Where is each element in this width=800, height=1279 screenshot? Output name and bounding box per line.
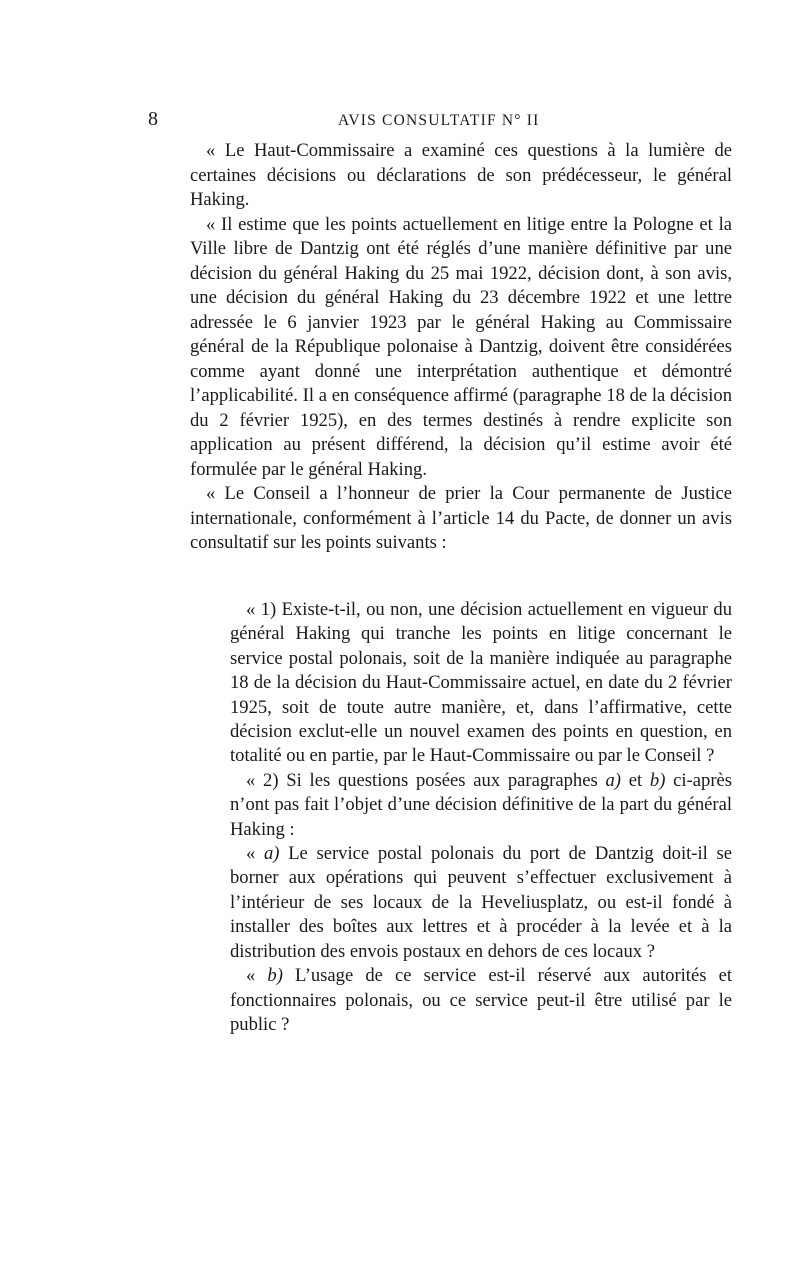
question-b-label: b)	[267, 965, 283, 987]
paragraph: « Il estime que les points actuellement en litige entre la Pologne et la Ville libre de Dantzig ont été réglés d’une manière définitive par une décision du général Haking du 25 mai 1922, décision dont, à son avis, une décision du général Haking du 23 décembre 1922 et une lettre adressée le 6 janvier 1923 par le général Haking au Commissaire général de la République polonaise à Dantzig, doivent être considérées comme ayant donné une interprétation authentique et démontré l’applicabilité. Il a en conséquence affirmé (paragraphe 18 de la décision du 2 février 1925), en des termes destinés à rendre explicite son application au présent différend, la décision qu’il estime avoir été formulée par le général Haking.	[190, 213, 732, 480]
page-number: 8	[148, 108, 158, 130]
questions-block	[230, 598, 732, 1037]
body-text	[190, 139, 732, 556]
running-title: AVIS CONSULTATIF N° II	[338, 112, 540, 129]
question-a-quote: «	[246, 843, 264, 865]
question-2-label-a: a)	[605, 769, 621, 791]
question-a-text: Le service postal polonais du port de Dantzig doit-il se borner aux opérations qui peuvent s’effectuer exclusivement à l’intérieur de ses locaux de la Heveliusplatz, ou est-il fondé à installer des boîtes aux lettres et à procéder à la levée et à la distribution des envois postaux en dehors de ces locaux ?	[230, 843, 732, 962]
question-2-label-b: b)	[649, 769, 666, 791]
question-a-label: a)	[264, 843, 280, 865]
paragraph: « Le Conseil a l’honneur de prier la Cour permanente de Justice internationale, conformément à l’article 14 du Pacte, de donner un avis consultatif sur les points suivants :	[190, 483, 732, 553]
question-1: « 1) Existe-t-il, ou non, une décision actuellement en vigueur du général Haking qui tranche les points en litige concernant le service postal polonais, soit de la manière indiquée au paragraphe 18 de la décision du Haut-Commissaire actuel, en date du 2 février 1925, soit de toute autre manière, et, dans l’affirmative, cette décision exclut-elle un nouvel examen des points en question, en totalité ou en partie, par le Haut-Commissaire ou par le Conseil ?	[230, 599, 732, 767]
question-b-quote: «	[246, 965, 268, 987]
question-b-text: L’usage de ce service est-il réservé aux autorités et fonctionnaires polonais, ou ce service peut-il être utilisé par le public ?	[230, 965, 732, 1035]
page-header	[148, 108, 732, 136]
question-a	[230, 842, 732, 964]
question-2-tail: ci-après n’ont pas fait l’objet d’une décision définitive de la part du général Haking :	[230, 769, 733, 840]
question-b	[230, 964, 732, 1037]
question-2	[230, 769, 732, 842]
question-2-lead: « 2) Si les questions posées aux paragraphes	[246, 769, 606, 791]
paragraph: « Le Haut-Commissaire a examiné ces questions à la lumière de certaines décisions ou déclarations de son prédécesseur, le général Haking.	[190, 140, 732, 210]
question-2-middle: et	[620, 769, 650, 791]
